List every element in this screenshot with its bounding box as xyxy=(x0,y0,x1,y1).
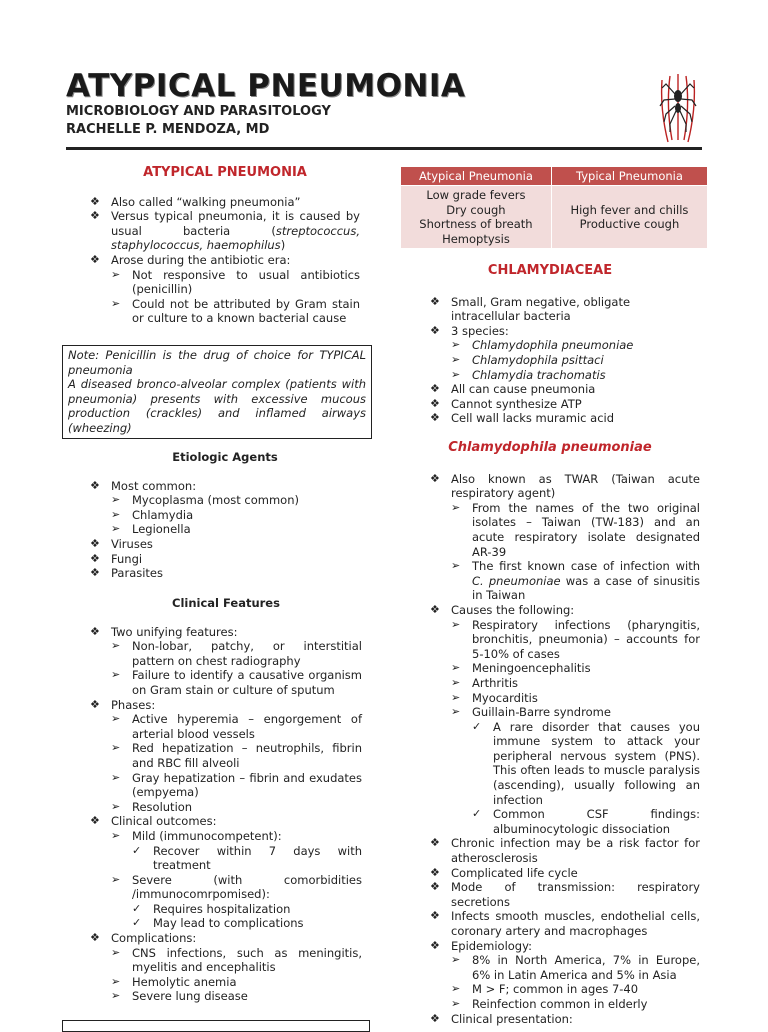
diamond-bullet-icon: ❖ xyxy=(430,938,440,952)
list-item: ➢ The first known case of infection with C. pneumoniae was a case of sinusitis in Taiwan xyxy=(451,559,700,603)
list-item: ➢ From the names of the two original isolates – Taiwan (TW-183) and an acute respiratory isolate designated AR-39 xyxy=(451,500,700,559)
list-item: ➢ M > F; common in ages 7-40 xyxy=(451,982,639,997)
diamond-bullet-icon: ❖ xyxy=(430,836,440,850)
document-title: ATYPICAL PNEUMONIA xyxy=(66,68,466,104)
list-item: ✓ A rare disorder that causes you immune system to attack your peripheral nervous system (PNS). This often leads to muscle paralysis (ascending), usually following an infection xyxy=(472,719,700,807)
penicillin-note-box xyxy=(62,345,372,439)
list-item: ➢ Legionella xyxy=(111,522,191,537)
arrow-bullet-icon: ➢ xyxy=(111,945,121,959)
check-bullet-icon: ✓ xyxy=(132,901,142,915)
intro-list xyxy=(90,195,360,326)
arrow-bullet-icon: ➢ xyxy=(111,828,121,842)
section-heading-clinical: Clinical Features xyxy=(172,596,280,610)
arrow-bullet-icon: ➢ xyxy=(111,770,121,784)
section-heading-atypical: ATYPICAL PNEUMONIA xyxy=(143,165,307,180)
list-item: ❖ Chronic infection may be a risk factor for atherosclerosis xyxy=(430,836,700,866)
diamond-bullet-icon: ❖ xyxy=(430,1011,440,1025)
arrow-bullet-icon: ➢ xyxy=(111,872,121,886)
list-item: ➢ 8% in North America, 7% in Europe, 6% in Latin America and 5% in Asia xyxy=(451,953,700,982)
list-item: ➢ Resolution xyxy=(111,799,193,814)
table-header-row xyxy=(401,167,708,186)
list-item: ➢ Chlamydia trachomatis xyxy=(451,367,606,382)
diamond-bullet-icon: ❖ xyxy=(90,697,100,711)
note-line: A diseased bronco-alveolar complex (patients with pneumonia) presents with excessive mucous production (crackles) and inflamed airways (wheezing) xyxy=(68,377,366,435)
list-item: ➢ Not responsive to usual antibiotics (penicillin) xyxy=(111,267,360,297)
check-bullet-icon: ✓ xyxy=(472,719,482,733)
list-item: ❖ Most common: ➢ Mycoplasma (most common) ➢ Chlamydia ➢ Legionella xyxy=(90,479,360,537)
list-item: ❖ Complications: ➢ CNS infections, such as meningitis, myelitis and encephalitis ➢ Hemolytic anemia ➢ Severe lung disease xyxy=(90,931,362,1004)
check-bullet-icon: ✓ xyxy=(132,916,142,930)
arrow-bullet-icon: ➢ xyxy=(451,675,461,689)
list-item: ❖ Clinical presentation: xyxy=(430,1011,573,1026)
diamond-bullet-icon: ❖ xyxy=(90,209,100,223)
list-item: ❖ Clinical outcomes: ➢ Mild (immunocompetent): ✓ Recover within 7 days with treatment ➢ Severe (with comorbidities /immunocomrpomised): ✓ Requires hospitalization ✓ May lead to complications xyxy=(90,814,362,931)
list-item: ➢ Mycoplasma (most common) xyxy=(111,493,299,508)
list-item: ➢ Severe (with comorbidities /immunocomrpomised): ✓ Requires hospitalization ✓ May lead to complications xyxy=(111,872,362,931)
diamond-bullet-icon: ❖ xyxy=(90,566,100,580)
diamond-bullet-icon: ❖ xyxy=(430,865,440,879)
arrow-bullet-icon: ➢ xyxy=(111,668,121,682)
table-cell-typical: High fever and chills Productive cough xyxy=(551,186,707,249)
diamond-bullet-icon: ❖ xyxy=(430,471,440,485)
diamond-bullet-icon: ❖ xyxy=(430,323,440,337)
list-item: ➢ Myocarditis xyxy=(451,690,538,705)
diamond-bullet-icon: ❖ xyxy=(90,536,100,550)
diamond-bullet-icon: ❖ xyxy=(430,294,440,308)
diamond-bullet-icon: ❖ xyxy=(430,411,440,425)
arrow-bullet-icon: ➢ xyxy=(451,338,461,352)
comparison-table xyxy=(400,166,708,249)
arrow-bullet-icon: ➢ xyxy=(451,352,461,366)
list-item: ✓ May lead to complications xyxy=(132,916,304,931)
etiologic-section xyxy=(90,450,360,581)
arrow-bullet-icon: ➢ xyxy=(111,799,121,813)
diamond-bullet-icon: ❖ xyxy=(430,396,440,410)
list-item: ❖ All can cause pneumonia xyxy=(430,382,596,397)
left-column xyxy=(90,166,360,326)
diamond-bullet-icon: ❖ xyxy=(90,551,100,565)
diamond-bullet-icon: ❖ xyxy=(430,602,440,616)
arrow-bullet-icon: ➢ xyxy=(111,522,121,536)
list-item: ➢ Guillain-Barre syndrome ✓ A rare disorder that causes you immune system to attack your peripheral nervous system (PNS). This often leads to muscle paralysis (ascending), usually following an infection ✓ Common CSF findings: albuminocytologic dissociation xyxy=(451,705,700,836)
arrow-bullet-icon: ➢ xyxy=(451,982,461,996)
author-name: RACHELLE P. MENDOZA, MD xyxy=(66,122,270,137)
list-item: ➢ Non-lobar, patchy, or interstitial pattern on chest radiography xyxy=(111,639,362,668)
list-item: ➢ Arthritis xyxy=(451,675,519,690)
column-header: Atypical Pneumonia xyxy=(401,167,552,186)
list-item: ❖ Small, Gram negative, obligate intracellular bacteria xyxy=(430,294,631,324)
arrow-bullet-icon: ➢ xyxy=(111,507,121,521)
list-item: ❖ Arose during the antibiotic era: ➢ Not responsive to usual antibiotics (penicillin) ➢ Could not be attributed by Gram stain or culture to a known bacterial cause xyxy=(90,252,360,326)
diamond-bullet-icon: ❖ xyxy=(90,931,100,945)
list-item: ❖ Versus typical pneumonia, it is caused by usual bacteria (streptococcus, staphylococcus, haemophilus) xyxy=(90,209,360,253)
check-bullet-icon: ✓ xyxy=(132,843,142,857)
list-item: ➢ Severe lung disease xyxy=(111,989,248,1004)
list-item: ➢ Chlamydophila pneumoniae xyxy=(451,338,634,353)
list-item: ❖ Two unifying features: ➢ Non-lobar, patchy, or interstitial pattern on chest radiography ➢ Failure to identify a causative organism on Gram stain or culture of sputum xyxy=(90,624,362,697)
arrow-bullet-icon: ➢ xyxy=(111,296,121,310)
list-item: ➢ Chlamydia xyxy=(111,507,194,522)
clinical-section xyxy=(90,596,362,1004)
list-item: ❖ Complicated life cycle xyxy=(430,865,578,880)
diamond-bullet-icon: ❖ xyxy=(90,814,100,828)
list-item: ➢ Failure to identify a causative organism on Gram stain or culture of sputum xyxy=(111,668,362,697)
note-line: Note: Penicillin is the drug of choice for TYPICAL pneumonia xyxy=(68,348,366,377)
arrow-bullet-icon: ➢ xyxy=(451,367,461,381)
list-item: ➢ Mild (immunocompetent): ✓ Recover within 7 days with treatment xyxy=(111,828,362,873)
list-item: ➢ Gray hepatization – fibrin and exudates (empyema) xyxy=(111,770,362,800)
arrow-bullet-icon: ➢ xyxy=(451,690,461,704)
list-item: ✓ Common CSF findings: albuminocytologic dissociation xyxy=(472,807,700,836)
arrow-bullet-icon: ➢ xyxy=(451,953,461,967)
arrow-bullet-icon: ➢ xyxy=(451,996,461,1010)
list-item: ❖ Cannot synthesize ATP xyxy=(430,396,582,411)
list-item: ❖ Mode of transmission: respiratory secretions xyxy=(430,880,700,909)
list-item: ➢ Hemolytic anemia xyxy=(111,974,237,989)
column-header: Typical Pneumonia xyxy=(551,167,707,186)
arrow-bullet-icon: ➢ xyxy=(111,639,121,653)
list-item: ❖ Phases: ➢ Active hyperemia – engorgement of arterial blood vessels ➢ Red hepatization – neutrophils, fibrin and RBC fill alveoli ➢ Gray hepatization – fibrin and exudates (empyema) ➢ Resolution xyxy=(90,697,362,814)
diamond-bullet-icon: ❖ xyxy=(90,624,100,638)
header-rule xyxy=(66,147,702,150)
diamond-bullet-icon: ❖ xyxy=(430,382,440,396)
list-item: ❖ Cell wall lacks muramic acid xyxy=(430,411,615,426)
list-item: ❖ Also known as TWAR (Taiwan acute respiratory agent) ➢ From the names of the two original isolates – Taiwan (TW-183) and an acute respiratory isolate designated AR-39 ➢ The first known case of infection with C. pneumoniae was a case of sinusitis in Taiwan xyxy=(430,471,700,603)
list-item: ➢ Red hepatization – neutrophils, fibrin and RBC fill alveoli xyxy=(111,741,362,770)
diamond-bullet-icon: ❖ xyxy=(90,478,100,492)
list-item: ➢ Could not be attributed by Gram stain or culture to a known bacterial cause xyxy=(111,296,360,326)
table-cell-atypical: Low grade fevers Dry cough Shortness of breath Hemoptysis xyxy=(401,186,552,249)
list-item: ➢ Reinfection common in elderly xyxy=(451,996,648,1011)
list-item: ✓ Recover within 7 days with treatment xyxy=(132,843,362,873)
continued-note-box xyxy=(62,1020,370,1032)
c-pneumoniae-section xyxy=(430,441,700,1026)
arrow-bullet-icon: ➢ xyxy=(111,267,121,281)
list-item: ❖ Epidemiology: ➢ 8% in North America, 7% in Europe, 6% in Latin America and 5% in Asia ➢ M > F; common in ages 7-40 ➢ Reinfection common in elderly xyxy=(430,938,700,1011)
arrow-bullet-icon: ➢ xyxy=(111,712,121,726)
list-item: ❖ Infects smooth muscles, endothelial cells, coronary artery and macrophages xyxy=(430,909,700,938)
arrow-bullet-icon: ➢ xyxy=(111,974,121,988)
diamond-bullet-icon: ❖ xyxy=(430,909,440,923)
arrow-bullet-icon: ➢ xyxy=(111,493,121,507)
course-subtitle: MICROBIOLOGY AND PARASITOLOGY xyxy=(66,104,331,119)
list-item: ❖ Viruses xyxy=(90,536,153,551)
diamond-bullet-icon: ❖ xyxy=(90,252,100,266)
section-heading-chlamydiaceae: CHLAMYDIACEAE xyxy=(487,263,613,278)
list-item: ➢ Chlamydophila psittaci xyxy=(451,352,604,367)
diamond-bullet-icon: ❖ xyxy=(90,194,100,208)
arrow-bullet-icon: ➢ xyxy=(451,705,461,719)
table-row xyxy=(401,186,708,249)
arrow-bullet-icon: ➢ xyxy=(111,741,121,755)
list-item: ❖ 3 species: ➢ Chlamydophila pneumoniae ➢ Chlamydophila psittaci ➢ Chlamydia trachomatis xyxy=(430,324,700,382)
arrow-bullet-icon: ➢ xyxy=(451,500,461,514)
list-item: ❖ Causes the following: ➢ Respiratory infections (pharyngitis, bronchitis, pneumonia) – accounts for 5-10% of cases ➢ Meningoencephalitis ➢ Arthritis ➢ Myocarditis ➢ Guillain-Barre syndrome ✓ A rare disorder that causes you immune system to attack your peripheral nervous system (PNS). This often leads to muscle paralysis (ascending), usually following an infection ✓ Common CSF findings: albuminocytologic dissociation xyxy=(430,602,700,836)
list-item: ✓ Requires hospitalization xyxy=(132,901,291,916)
list-item: ➢ CNS infections, such as meningitis, myelitis and encephalitis xyxy=(111,945,362,975)
spider-logo-icon xyxy=(652,66,704,146)
list-item: ➢ Respiratory infections (pharyngitis, bronchitis, pneumonia) – accounts for 5-10% of cases xyxy=(451,617,700,661)
list-item: ➢ Meningoencephalitis xyxy=(451,661,591,676)
list-item: ❖ Fungi xyxy=(90,551,143,566)
chlamydiaceae-section xyxy=(430,264,700,426)
arrow-bullet-icon: ➢ xyxy=(451,661,461,675)
section-heading-c-pneumoniae: Chlamydophila pneumoniae xyxy=(448,440,652,455)
list-item: ❖ Parasites xyxy=(90,566,164,581)
arrow-bullet-icon: ➢ xyxy=(111,989,121,1003)
arrow-bullet-icon: ➢ xyxy=(451,617,461,631)
arrow-bullet-icon: ➢ xyxy=(451,559,461,573)
section-heading-etiologic: Etiologic Agents xyxy=(172,450,278,464)
check-bullet-icon: ✓ xyxy=(472,807,482,821)
list-item: ➢ Active hyperemia – engorgement of arterial blood vessels xyxy=(111,712,362,741)
diamond-bullet-icon: ❖ xyxy=(430,880,440,894)
list-item: ❖ Also called “walking pneumonia” xyxy=(90,194,301,209)
